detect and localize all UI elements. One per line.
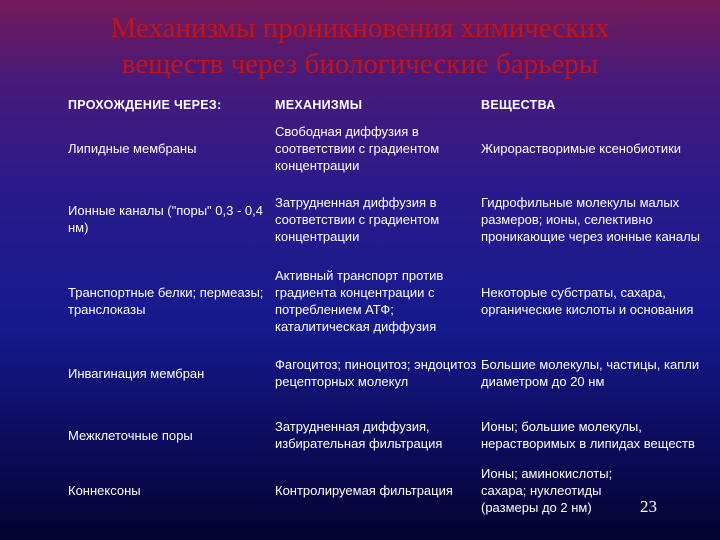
row6-mechanism: Контролируемая фильтрация [275, 482, 453, 498]
title-line-2: веществ через биологические барьеры [121, 48, 599, 80]
row6-barrier: Коннексоны [68, 482, 141, 498]
row3-substances: Некоторые субстраты, сахара, органические кислоты и основания [481, 285, 694, 317]
row4-mechanism: Фагоцитоз; пиноцитоз; эндоцитоз рецепторных молекул [275, 357, 477, 389]
row4-barrier: Инвагинация мембран [68, 365, 205, 381]
row3-mechanism: Активный транспорт против градиента концентрации с потреблением АТФ; каталитическая диффузия [275, 268, 444, 334]
row2-substances: Гидрофильные молекулы малых размеров; ионы, селективно проникающие через ионные каналы [481, 194, 701, 244]
header-mechanism: МЕХАНИЗМЫ [275, 98, 363, 112]
row6-substances: Ионы; аминокислоты; сахара; нуклеотиды (размеры до 2 нм) [481, 465, 613, 515]
row2-mechanism: Затрудненная диффузия в соответствии с градиентом концентрации [275, 194, 440, 244]
row5-mechanism: Затрудненная диффузия, избирательная фильтрация [275, 419, 443, 451]
slide-title [0, 10, 720, 82]
row1-mechanism: Свободная диффузия в соответствии с градиентом концентрации [275, 123, 440, 173]
row4-substances: Большие молекулы, частицы, капли диаметром до 20 нм [481, 357, 700, 389]
header-barrier: ПРОХОЖДЕНИЕ ЧЕРЕЗ: [68, 98, 222, 112]
row1-barrier: Липидные мембраны [68, 140, 197, 156]
row5-barrier: Межклеточные поры [68, 427, 193, 443]
row1-substances: Жирорастворимые ксенобиотики [481, 140, 682, 156]
row3-barrier: Транспортные белки; пермеазы; транслоказы [68, 285, 264, 317]
row2-barrier: Ионные каналы ("поры" 0,3 - 0,4 нм) [68, 203, 263, 235]
page-number: 23 [640, 497, 657, 516]
header-substances: ВЕЩЕСТВА [481, 98, 556, 112]
title-line-1: Механизмы проникновения химических [110, 12, 610, 44]
row5-substances: Ионы; большие молекулы, нерастворимых в липидах веществ [481, 419, 695, 451]
